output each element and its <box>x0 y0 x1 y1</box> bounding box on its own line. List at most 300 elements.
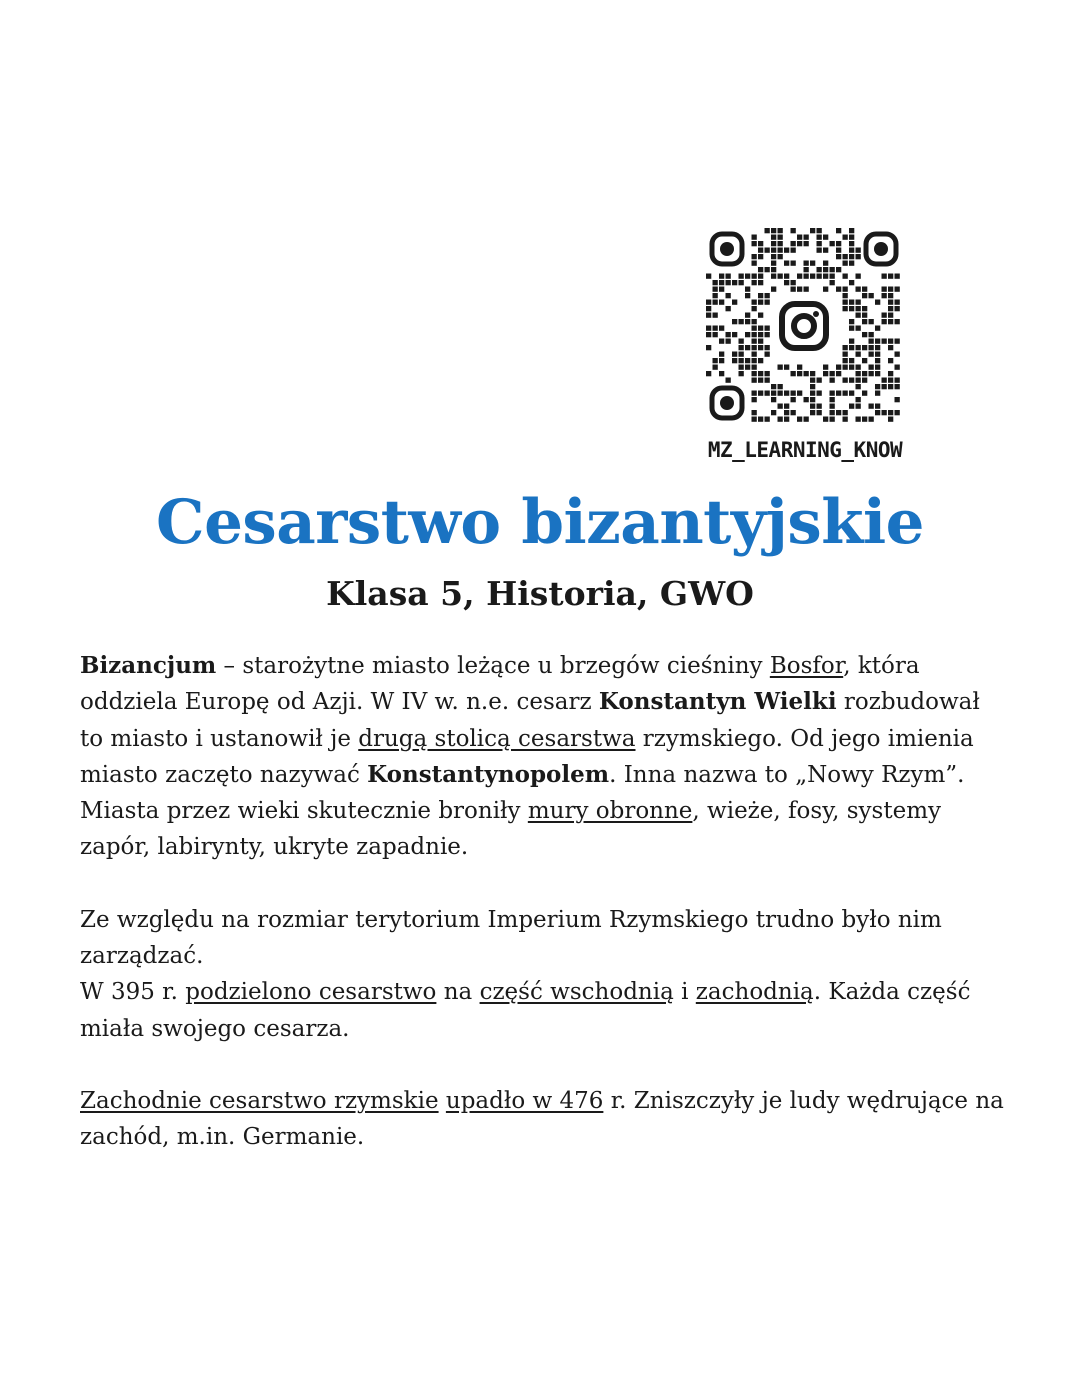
instagram-handle: MZ_LEARNING_KNOW <box>707 438 903 462</box>
qr-module <box>732 358 737 363</box>
qr-module <box>843 345 848 350</box>
qr-module <box>869 345 874 350</box>
qr-module <box>758 417 763 422</box>
qr-module <box>797 274 802 279</box>
qr-module <box>771 384 776 389</box>
qr-module <box>895 306 900 311</box>
qr-module <box>882 410 887 415</box>
qr-module <box>791 248 796 253</box>
qr-module <box>778 248 783 253</box>
qr-module <box>862 313 867 318</box>
qr-module <box>765 326 770 331</box>
qr-module <box>836 365 841 370</box>
qr-module <box>823 235 828 240</box>
qr-module <box>752 397 757 402</box>
qr-module <box>713 287 718 292</box>
qr-module <box>830 267 835 272</box>
qr-module <box>778 404 783 409</box>
qr-module <box>830 241 835 246</box>
qr-module <box>862 332 867 337</box>
qr-module <box>726 378 731 383</box>
qr-module <box>856 365 861 370</box>
page-subtitle: Klasa 5, Historia, GWO <box>326 574 754 613</box>
qr-module <box>882 319 887 324</box>
qr-module <box>856 397 861 402</box>
qr-module <box>823 417 828 422</box>
term-zachodnia: zachodnią <box>695 979 814 1006</box>
qr-module <box>849 254 854 259</box>
term-upadlo-476: upadło w 476 <box>445 1087 604 1114</box>
qr-module <box>765 293 770 298</box>
qr-module <box>713 293 718 298</box>
qr-module <box>706 345 711 350</box>
qr-module <box>856 306 861 311</box>
qr-module <box>778 391 783 396</box>
qr-module <box>713 280 718 285</box>
qr-module <box>823 261 828 266</box>
qr-module <box>817 378 822 383</box>
qr-module <box>784 410 789 415</box>
qr-module <box>739 365 744 370</box>
qr-module <box>771 241 776 246</box>
qr-module <box>849 391 854 396</box>
qr-module <box>856 274 861 279</box>
qr-module <box>706 306 711 311</box>
qr-module <box>804 287 809 292</box>
qr-module <box>791 241 796 246</box>
qr-module <box>726 339 731 344</box>
qr-module <box>791 397 796 402</box>
qr-module <box>817 241 822 246</box>
qr-module <box>888 319 893 324</box>
qr-module <box>843 287 848 292</box>
qr-module <box>888 339 893 344</box>
qr-module <box>895 397 900 402</box>
term-bosfor: Bosfor <box>769 653 844 679</box>
qr-module <box>830 391 835 396</box>
qr-module <box>895 384 900 389</box>
qr-module <box>830 410 835 415</box>
qr-module <box>823 248 828 253</box>
qr-module <box>758 339 763 344</box>
qr-module <box>856 371 861 376</box>
qr-module <box>804 417 809 422</box>
qr-module <box>713 358 718 363</box>
qr-module <box>862 319 867 324</box>
qr-module <box>804 261 809 266</box>
qr-module <box>836 241 841 246</box>
qr-module <box>823 287 828 292</box>
qr-module <box>856 384 861 389</box>
qr-module <box>739 358 744 363</box>
qr-module <box>797 235 802 240</box>
qr-module <box>758 293 763 298</box>
qr-module <box>791 280 796 285</box>
qr-module <box>888 417 893 422</box>
qr-module <box>739 345 744 350</box>
qr-module <box>869 404 874 409</box>
qr-module <box>810 274 815 279</box>
qr-module <box>791 371 796 376</box>
qr-module <box>836 228 841 233</box>
qr-module <box>856 345 861 350</box>
qr-module <box>843 365 848 370</box>
qr-module <box>856 417 861 422</box>
qr-module <box>830 371 835 376</box>
qr-module <box>862 378 867 383</box>
qr-module <box>745 287 750 292</box>
qr-module <box>895 365 900 370</box>
qr-module <box>791 391 796 396</box>
qr-module <box>758 332 763 337</box>
qr-module <box>752 410 757 415</box>
qr-module <box>895 287 900 292</box>
qr-module <box>875 345 880 350</box>
qr-module <box>726 280 731 285</box>
qr-module <box>719 300 724 305</box>
qr-module <box>745 345 750 350</box>
qr-module <box>713 326 718 331</box>
qr-module <box>771 410 776 415</box>
qr-module <box>804 267 809 272</box>
qr-module <box>817 274 822 279</box>
qr-module <box>869 332 874 337</box>
qr-module <box>797 287 802 292</box>
qr-module <box>784 261 789 266</box>
qr-module <box>797 391 802 396</box>
qr-module <box>856 254 861 259</box>
qr-module <box>784 417 789 422</box>
qr-module <box>869 293 874 298</box>
qr-module <box>752 235 757 240</box>
qr-module <box>895 274 900 279</box>
qr-module <box>752 339 757 344</box>
qr-module <box>875 352 880 357</box>
qr-module <box>888 313 893 318</box>
qr-module <box>888 345 893 350</box>
qr-module <box>895 300 900 305</box>
qr-module <box>875 339 880 344</box>
qr-module <box>862 287 867 292</box>
qr-module <box>888 378 893 383</box>
qr-module <box>752 391 757 396</box>
qr-module <box>765 371 770 376</box>
qr-module <box>758 300 763 305</box>
qr-module <box>771 274 776 279</box>
qr-module <box>849 319 854 324</box>
qr-module <box>771 248 776 253</box>
qr-module <box>849 358 854 363</box>
qr-module <box>778 365 783 370</box>
qr-module <box>823 365 828 370</box>
qr-module <box>765 345 770 350</box>
qr-module <box>771 254 776 259</box>
qr-module <box>778 228 783 233</box>
qr-module <box>849 326 854 331</box>
qr-module <box>895 352 900 357</box>
qr-module <box>791 287 796 292</box>
qr-module <box>713 332 718 337</box>
qr-module <box>882 313 887 318</box>
qr-module <box>849 300 854 305</box>
qr-module <box>771 287 776 292</box>
qr-module <box>810 410 815 415</box>
qr-module <box>849 228 854 233</box>
qr-module <box>882 274 887 279</box>
paragraph-bizancjum: Bizancjum – starożytne miasto leżące u brzegów cieśniny Bosfor, która oddziela Europę od Azji. W IV w. n.e. cesarz Konstantyn Wielki rozbudował to miasto i ustanowił je drugą stolicą cesarstwa rzymskiego. Od jego imienia miasto zaczęto nazywać Konstantynopolem. Inna nazwa to „Nowy Rzym”. Miasta przez wieki skutecznie broniły mury obronne, wieże, fosy, systemy zapór, labirynty, ukryte zapadnie. <box>80 652 980 861</box>
qr-module <box>849 241 854 246</box>
qr-module <box>739 339 744 344</box>
qr-module <box>875 410 880 415</box>
qr-module <box>843 300 848 305</box>
qr-module <box>817 235 822 240</box>
qr-module <box>745 358 750 363</box>
qr-code-block <box>700 228 910 462</box>
qr-module <box>849 235 854 240</box>
qr-module <box>739 274 744 279</box>
qr-module <box>888 410 893 415</box>
qr-module <box>791 410 796 415</box>
qr-module <box>849 261 854 266</box>
qr-module <box>830 397 835 402</box>
qr-module <box>810 397 815 402</box>
qr-module <box>739 280 744 285</box>
qr-module <box>869 319 874 324</box>
qr-module <box>830 417 835 422</box>
qr-module <box>771 391 776 396</box>
qr-module <box>765 417 770 422</box>
qr-module <box>752 417 757 422</box>
qr-module <box>875 391 880 396</box>
qr-module <box>862 345 867 350</box>
qr-module <box>784 391 789 396</box>
qr-module <box>752 365 757 370</box>
qr-module <box>719 287 724 292</box>
qr-module <box>856 300 861 305</box>
paragraph-podzial: Ze względu na rozmiar terytorium Imperium Rzymskiego trudno było nim zarządzać. W 395 r. podzielono cesarstwo na część wschodnią i zachodnią. Każda część miała swojego cesarza. <box>80 906 971 1042</box>
qr-module <box>765 300 770 305</box>
qr-module <box>752 371 757 376</box>
page-title: Cesarstwo bizantyjskie <box>156 487 924 558</box>
qr-module <box>752 358 757 363</box>
qr-module <box>882 339 887 344</box>
qr-module <box>888 306 893 311</box>
qr-module <box>719 326 724 331</box>
qr-module <box>823 274 828 279</box>
qr-module <box>784 280 789 285</box>
qr-module <box>745 293 750 298</box>
term-zachodnie-cesarstwo: Zachodnie cesarstwo rzymskie <box>80 1087 439 1114</box>
qr-module <box>752 319 757 324</box>
qr-module <box>752 261 757 266</box>
qr-module <box>849 248 854 253</box>
qr-module <box>888 293 893 298</box>
qr-module <box>836 391 841 396</box>
qr-module <box>765 228 770 233</box>
qr-module <box>817 410 822 415</box>
qr-module <box>836 287 841 292</box>
qr-module <box>875 404 880 409</box>
qr-module <box>745 313 750 318</box>
document-body <box>80 648 1010 1192</box>
term-druga-stolica: drugą stolicą cesarstwa <box>358 725 636 752</box>
qr-module <box>856 378 861 383</box>
qr-module <box>869 352 874 357</box>
qr-module <box>823 267 828 272</box>
qr-module <box>732 332 737 337</box>
qr-module <box>797 241 802 246</box>
term-bizancjum: Bizancjum <box>80 652 217 679</box>
qr-module <box>745 332 750 337</box>
term-czesc-wschodnia: część wschodnią <box>479 979 674 1006</box>
qr-module <box>817 391 822 396</box>
qr-module <box>888 358 893 363</box>
qr-module <box>771 397 776 402</box>
qr-module <box>843 391 848 396</box>
qr-module <box>895 410 900 415</box>
qr-module <box>732 319 737 324</box>
qr-module <box>706 274 711 279</box>
qr-module <box>843 293 848 298</box>
qr-module <box>758 313 763 318</box>
qr-module <box>778 417 783 422</box>
qr-module <box>797 365 802 370</box>
qr-module <box>895 339 900 344</box>
qr-module <box>888 274 893 279</box>
qr-module <box>719 274 724 279</box>
qr-module <box>758 345 763 350</box>
qr-module <box>804 274 809 279</box>
qr-module <box>752 332 757 337</box>
term-podzielono-cesarstwo: podzielono cesarstwo <box>185 979 437 1006</box>
qr-module <box>778 254 783 259</box>
qr-module <box>765 332 770 337</box>
qr-module <box>849 378 854 383</box>
qr-module <box>765 378 770 383</box>
qr-module <box>765 352 770 357</box>
qr-module <box>804 397 809 402</box>
qr-module <box>706 332 711 337</box>
term-konstantyn-wielki: Konstantyn Wielki <box>598 688 837 716</box>
qr-module <box>739 352 744 357</box>
qr-module <box>804 241 809 246</box>
term-mury-obronne: mury obronne <box>527 798 693 825</box>
qr-module <box>784 248 789 253</box>
qr-module <box>843 410 848 415</box>
qr-module <box>810 378 815 383</box>
qr-module <box>856 248 861 253</box>
qr-module <box>888 371 893 376</box>
qr-module <box>849 345 854 350</box>
qr-module <box>752 274 757 279</box>
qr-module <box>810 391 815 396</box>
qr-module <box>862 391 867 396</box>
qr-module <box>713 313 718 318</box>
qr-module <box>752 254 757 259</box>
qr-module <box>719 371 724 376</box>
qr-module <box>843 254 848 259</box>
qr-module <box>706 371 711 376</box>
qr-module <box>869 371 874 376</box>
qr-module <box>843 261 848 266</box>
paragraph-upadek: Zachodnie cesarstwo rzymskie upadło w 476 r. Zniszczyły je ludy wędrujące na zachód, m.in. Germanie. <box>80 1087 1004 1151</box>
qr-module <box>830 404 835 409</box>
qr-module <box>778 384 783 389</box>
qr-module <box>791 228 796 233</box>
qr-module <box>784 365 789 370</box>
qr-module <box>771 267 776 272</box>
qr-module <box>869 365 874 370</box>
qr-module <box>875 300 880 305</box>
qr-module <box>888 287 893 292</box>
qr-module <box>856 326 861 331</box>
qr-module <box>752 306 757 311</box>
qr-module <box>843 352 848 357</box>
qr-module <box>888 300 893 305</box>
qr-module <box>817 248 822 253</box>
qr-module <box>784 274 789 279</box>
qr-module <box>765 391 770 396</box>
qr-module <box>836 267 841 272</box>
qr-module <box>758 267 763 272</box>
qr-module <box>732 300 737 305</box>
qr-module <box>752 241 757 246</box>
qr-module <box>830 280 835 285</box>
qr-module <box>843 274 848 279</box>
qr-module <box>745 365 750 370</box>
qr-module <box>752 280 757 285</box>
qr-module <box>726 306 731 311</box>
qr-module <box>745 274 750 279</box>
qr-module <box>862 358 867 363</box>
qr-module <box>713 365 718 370</box>
qr-module <box>765 248 770 253</box>
qr-module <box>856 287 861 292</box>
qr-module <box>843 358 848 363</box>
qr-module <box>706 313 711 318</box>
qr-module <box>758 378 763 383</box>
qr-module <box>797 417 802 422</box>
qr-module <box>810 404 815 409</box>
qr-module <box>862 306 867 311</box>
qr-module <box>862 417 867 422</box>
qr-module <box>849 306 854 311</box>
qr-module <box>849 404 854 409</box>
qr-module <box>882 378 887 383</box>
qr-module <box>706 326 711 331</box>
qr-module <box>856 313 861 318</box>
qr-module <box>726 293 731 298</box>
qr-module <box>745 319 750 324</box>
qr-module <box>726 332 731 337</box>
qr-module <box>810 261 815 266</box>
qr-module <box>758 326 763 331</box>
qr-module <box>843 306 848 311</box>
qr-module <box>732 280 737 285</box>
qr-module <box>758 391 763 396</box>
qr-module <box>862 371 867 376</box>
qr-module <box>752 300 757 305</box>
qr-module <box>836 254 841 259</box>
qr-module <box>719 280 724 285</box>
qr-module <box>843 235 848 240</box>
qr-module <box>719 352 724 357</box>
qr-module <box>843 378 848 383</box>
qr-module <box>817 228 822 233</box>
instagram-qr-code-icon[interactable] <box>706 228 902 424</box>
qr-module <box>778 241 783 246</box>
qr-module <box>882 384 887 389</box>
